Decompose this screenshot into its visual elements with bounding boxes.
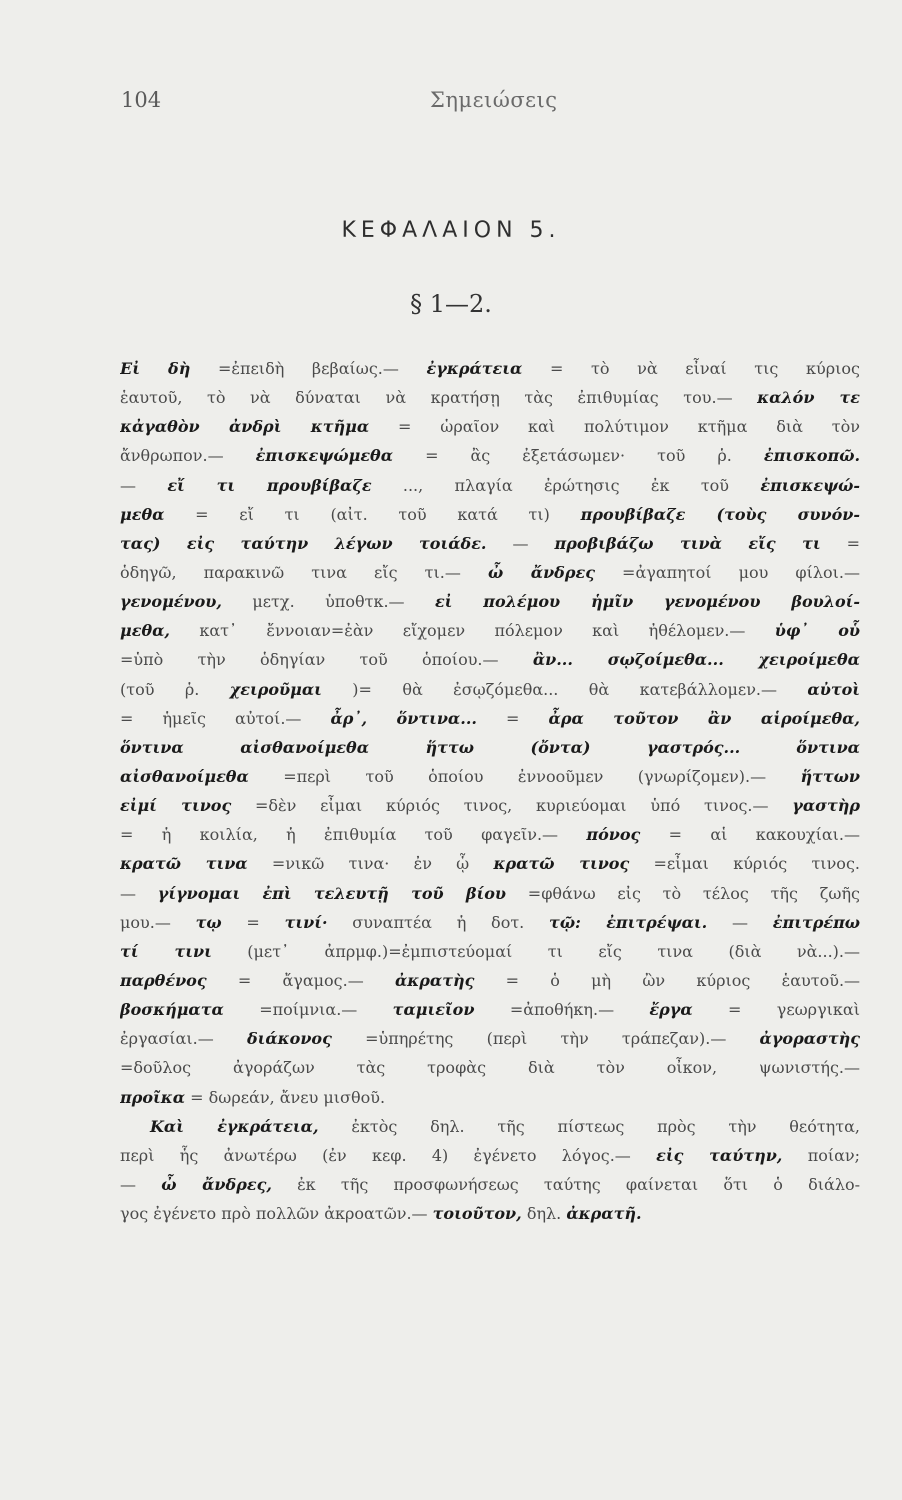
lemma-term: προῖκα [120, 1087, 186, 1107]
lemma-term: ἀκρατὴς [394, 970, 475, 990]
lemma-term: τῳ [195, 912, 222, 932]
gloss-text: — [120, 1174, 136, 1194]
note-line [120, 820, 860, 849]
gloss-text: =νικῶ τινα· ἐν ᾧ [271, 854, 470, 874]
gloss-text: ἐργασίαι.— [120, 1029, 214, 1049]
gloss-text: = ὡραῖον καὶ πολύτιμον κτῆμα διὰ τὸν [398, 417, 860, 437]
lemma-term: Εἰ δὴ [120, 359, 191, 378]
gloss-text: ἑαυτοῦ, τὸ νὰ δύναται νὰ κρατήσῃ τὰς ἐπιθυμίας του.— [120, 388, 733, 408]
note-line [120, 1170, 860, 1199]
note-line [120, 558, 860, 587]
lemma-term: πόνος [586, 825, 641, 845]
note-line [120, 354, 860, 383]
note-line [120, 995, 860, 1024]
gloss-text: = γεωργικαὶ [728, 1000, 860, 1020]
gloss-text: γος ἐγένετο πρὸ πολλῶν ἀκροατῶν.— [120, 1204, 428, 1224]
note-line [120, 1053, 860, 1082]
lemma-term: ἆρα τοῦτον ἂν αἱροίμεθα, [548, 708, 860, 728]
lemma-term: ἐπισκεψώ- [760, 475, 860, 495]
lemma-term: τοιοῦτον, [432, 1204, 522, 1224]
gloss-text: = [246, 912, 260, 932]
lemma-term: ἀκρατῆ. [566, 1204, 642, 1224]
gloss-text: =ἀποθήκη.— [509, 1000, 615, 1020]
lemma-term: μεθα, [120, 621, 170, 641]
note-line [120, 441, 860, 470]
lemma-term: προβιβάζω τινὰ εἴς τι [554, 533, 821, 553]
note-line [120, 1112, 860, 1141]
chapter-title: ΚΕΦΑΛΑΙΟΝ 5. [341, 218, 561, 243]
note-line [120, 704, 860, 733]
gloss-text: ἐκτὸς δηλ. τῆς πίστεως πρὸς τὴν θεότητα, [351, 1116, 860, 1136]
note-line [120, 908, 860, 937]
lemma-term: ταμιεῖον [392, 1000, 475, 1020]
lemma-term: αὐτοὶ [807, 679, 860, 699]
lemma-term: ὦ ἄνδρες [487, 562, 595, 582]
note-line [120, 879, 860, 908]
lemma-term: ὦ ἄνδρες, [161, 1174, 272, 1194]
lemma-term: ἔργα [649, 1000, 693, 1020]
lemma-term: εἰμί τινος [120, 796, 232, 816]
gloss-text: — [732, 912, 748, 932]
gloss-text: — [120, 883, 136, 903]
note-line [120, 645, 860, 674]
running-head: Σημειώσεις [430, 88, 558, 112]
gloss-text: — [512, 533, 529, 553]
note-line [120, 733, 860, 762]
lemma-term: χειροῦμαι [229, 679, 322, 699]
gloss-text: = τὸ νὰ εἶναί τις κύριος [549, 359, 860, 378]
lemma-term: εἰ πολέμου ἡμῖν γενομένου βουλοί- [434, 592, 860, 612]
gloss-text: = ὁ μὴ ὢν κύριος ἑαυτοῦ.— [505, 970, 860, 990]
gloss-text: = ἄγαμος.— [237, 970, 364, 990]
note-line [120, 529, 860, 558]
note-line [120, 412, 860, 441]
note-line [120, 1141, 860, 1170]
note-line [120, 849, 860, 878]
lemma-term: ὅντινα αἰσθανοίμεθα ἥττω (ὄντα) γαστρός... [120, 737, 741, 757]
gloss-text: ἐκ τῆς προσφωνήσεως ταύτης φαίνεται ὅτι ὁ διάλο- [297, 1174, 860, 1194]
lemma-term: μεθα [120, 504, 165, 524]
gloss-text: =δὲν εἶμαι κύριός τινος, κυριεύομαι ὑπό τινος.— [255, 796, 769, 816]
note-line [120, 587, 860, 616]
gloss-text: =φθάνω εἰς τὸ τέλος τῆς ζωῆς [527, 883, 860, 903]
gloss-text: συναπτέα ἡ δοτ. [352, 912, 525, 932]
lemma-term: ἐπιτρέπω [772, 912, 860, 932]
lemma-term: ἀγοραστὴς [759, 1029, 860, 1049]
gloss-text: ὁδηγῶ, παρακινῶ τινα εἴς τι.— [120, 562, 461, 582]
lemma-term: τί τινι [120, 941, 212, 961]
lemma-term: εἰς ταύτην, [656, 1145, 783, 1165]
gloss-text: = ἂς ἐξετάσωμεν· τοῦ ῥ. [425, 446, 732, 466]
gloss-text: )= θὰ ἐσῳζόμεθα... θὰ κατεβάλλομεν.— [352, 679, 778, 699]
gloss-text: (τοῦ ῥ. [120, 679, 200, 699]
gloss-text: = εἴ τι (αἰτ. τοῦ κατά τι) [195, 504, 550, 524]
gloss-text: ..., πλαγία ἐρώτησις ἐκ τοῦ [402, 475, 730, 495]
note-line [120, 471, 860, 500]
lemma-term: παρθένος [120, 970, 207, 990]
note-line [120, 791, 860, 820]
gloss-text: =εἶμαι κύριός τινος. [653, 854, 860, 874]
gloss-text: μετχ. ὑποθτκ.— [252, 592, 405, 612]
lemma-term: ἐγκράτεια [426, 359, 523, 378]
gloss-text: ποίαν; [807, 1145, 860, 1165]
gloss-text: περὶ ἧς ἀνωτέρω (ἐν κεφ. 4) ἐγένετο λόγος.— [120, 1145, 631, 1165]
lemma-term: διάκονος [246, 1029, 332, 1049]
lemma-term: κἀγαθὸν ἀνδρὶ κτῆμα [120, 417, 370, 437]
note-line [120, 616, 860, 645]
section-heading: § 1—2. [410, 290, 492, 318]
lemma-term: κρατῶ τινα [120, 854, 248, 874]
page-number: 104 [121, 88, 162, 112]
note-line [120, 383, 860, 412]
lemma-term: εἴ τι προυβίβαζε [167, 475, 372, 495]
gloss-text: =ἀγαπητοί μου φίλοι.— [622, 562, 860, 582]
gloss-text: =ἐπειδὴ βεβαίως.— [218, 359, 399, 378]
lemma-term: προυβίβαζε (τοὺς συνόν- [580, 504, 860, 524]
lemma-term: τας) εἰς ταύτην λέγων τοιάδε. [120, 533, 487, 553]
lemma-term: ἆρ᾿, ὅντινα... [330, 708, 477, 728]
gloss-text: = [846, 533, 860, 553]
note-line [120, 762, 860, 791]
gloss-text: κατ᾿ ἔννοιαν=ἐὰν εἴχομεν πόλεμον καὶ ἠθέλομεν.— [199, 621, 746, 641]
note-line [120, 937, 860, 966]
lemma-term: κρατῶ τινος [493, 854, 630, 874]
note-line [120, 1083, 860, 1112]
gloss-text: ἄνθρωπον.— [120, 446, 224, 466]
note-line [120, 1199, 860, 1228]
gloss-text: = [506, 708, 520, 728]
lemma-term: καλόν τε [757, 388, 860, 408]
gloss-text: = αἱ κακουχίαι.— [668, 825, 860, 845]
gloss-text: δηλ. [526, 1204, 562, 1224]
notes-body [120, 354, 860, 1228]
gloss-text: = δωρεάν, ἄνευ μισθοῦ. [190, 1087, 386, 1107]
gloss-text: =ὑπὸ τὴν ὁδηγίαν τοῦ ὁποίου.— [120, 650, 499, 670]
gloss-text: =δοῦλος ἀγοράζων τὰς τροφὰς διὰ τὸν οἶκον, ψωνιστής.— [120, 1058, 860, 1078]
lemma-term: ἐπισκεψώμεθα [255, 446, 394, 466]
lemma-term: Καὶ ἐγκράτεια, [150, 1116, 319, 1136]
note-line [120, 966, 860, 995]
gloss-text: — [120, 475, 136, 495]
lemma-term: γαστὴρ [792, 796, 860, 816]
lemma-term: βοσκήματα [120, 1000, 224, 1020]
lemma-term: αἰσθανοίμεθα [120, 766, 249, 786]
gloss-text: =ποίμνια.— [259, 1000, 358, 1020]
note-line [120, 675, 860, 704]
lemma-term: τῷ: ἐπιτρέψαι. [549, 912, 708, 932]
gloss-text: μου.— [120, 912, 171, 932]
lemma-term: ὅντινα [796, 737, 860, 757]
lemma-term: ἂν... σῳζοίμεθα... χειροίμεθα [532, 650, 860, 670]
gloss-text: =περὶ τοῦ ὁποίου ἐννοοῦμεν (γνωρίζομεν).— [283, 766, 767, 786]
gloss-text: = ἡ κοιλία, ἡ ἐπιθυμία τοῦ φαγεῖν.— [120, 825, 559, 845]
lemma-term: ἐπισκοπῶ. [763, 446, 860, 466]
gloss-text: = ἡμεῖς αὐτοί.— [120, 708, 302, 728]
lemma-term: ἥττων [800, 766, 860, 786]
lemma-term: τινί· [284, 912, 328, 932]
lemma-term: ὑφ᾿ οὗ [774, 621, 860, 641]
lemma-term: γενομένου, [120, 592, 222, 612]
gloss-text: =ὑπηρέτης (περὶ τὴν τράπεζαν).— [365, 1029, 727, 1049]
lemma-term: γίγνομαι ἐπὶ τελευτῇ τοῦ βίου [157, 883, 507, 903]
note-line [120, 1024, 860, 1053]
note-line [120, 500, 860, 529]
gloss-text: (μετ᾿ ἀπρμφ.)=ἐμπιστεύομαί τι εἴς τινα (διὰ νὰ...).— [247, 941, 860, 961]
